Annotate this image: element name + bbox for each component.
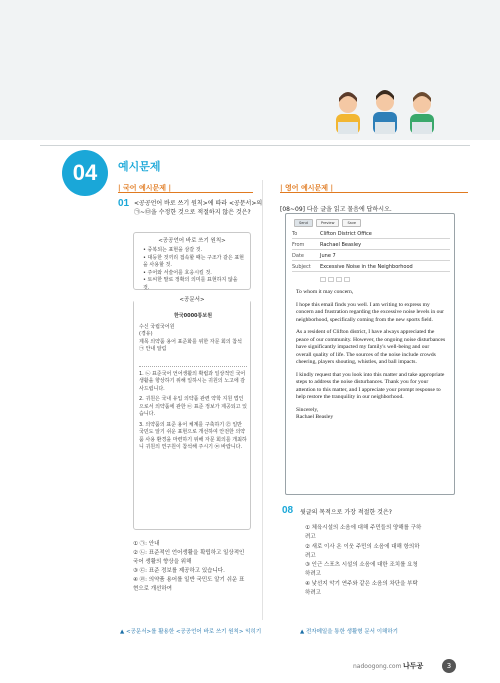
email-to-field[interactable]	[292, 230, 450, 239]
field-label: Date	[292, 253, 304, 259]
english-instruction: [08~09] 다음 글을 읽고 물음에 답하시오.	[280, 206, 392, 213]
choice-item-cont: 하려고	[305, 571, 321, 578]
document-line: (경유)	[139, 331, 153, 337]
email-paragraph: I kindly request that you look into this matter and take appropriate steps to address the noise disturbances. Thank you for your attention to this matter, and I appreciate your prompt response to help restore the tranquility in our neighborhood.	[296, 371, 445, 400]
english-section-label: | 영어 예시문제 |	[280, 184, 333, 192]
field-value: Rachael Beasley	[320, 242, 362, 248]
document-line: ㉠ 안내 알림	[139, 346, 167, 352]
rule-item: • 대등한 것끼리 접속할 때는 구조가 같은 표현	[143, 254, 245, 261]
choice-item[interactable]: ③ 인근 스포츠 시설의 소음에 대한 조치를 요청	[305, 562, 418, 569]
send-button[interactable]: Send	[294, 219, 313, 227]
question-08-number: 08	[282, 505, 294, 516]
field-label: Subject	[292, 264, 311, 270]
choice-item-cont: 국어 생활의 향상을 위해	[133, 559, 192, 565]
choice-item[interactable]: ① ㉠: 안내	[133, 541, 160, 547]
email-format-toolbar	[320, 277, 370, 282]
format-button[interactable]	[328, 277, 334, 282]
format-button[interactable]	[336, 277, 342, 282]
email-window	[285, 213, 455, 495]
question-01-text-line-1: <공공언어 바로 쓰기 원칙>에 따라 <공문서>의	[134, 200, 263, 207]
save-button[interactable]: Save	[342, 219, 361, 227]
document-paragraph: 2. 귀원은 국내 유입 의약품 관련 약학 지원 법인으로서 의약품에 관한 ㉢ 표준 정보가 제공되고 있습니다.	[139, 396, 247, 417]
format-button[interactable]	[344, 277, 350, 282]
brand-logo: 나두공	[403, 662, 424, 670]
document-content	[139, 366, 247, 452]
email-body[interactable]	[296, 289, 446, 427]
rule-item: • 주어와 서술어를 호응시킬 것.	[143, 269, 212, 276]
email-from-field[interactable]	[292, 241, 450, 250]
question-01-text-line-2: ㉠~㉤을 수정한 것으로 적절하지 않은 것은?	[134, 209, 251, 216]
email-subject-field[interactable]	[292, 263, 450, 272]
site-url[interactable]: nadoogong.com	[353, 663, 402, 670]
document-line: 제목 의약품 용어 표준화를 위한 자문 회의 참석	[139, 338, 242, 345]
people-illustration	[330, 82, 440, 138]
choice-item[interactable]: ④ ㉣: 의약품 용어를 일반 국민도 알기 쉬운 표	[133, 577, 245, 583]
person-3-icon	[410, 92, 434, 134]
choice-item[interactable]: ③ ㉢: 표준 정보를 제공하고 있습니다.	[133, 568, 225, 574]
document-org: 한국0000통보원	[173, 313, 213, 319]
header-rule	[40, 145, 470, 146]
field-label: From	[292, 242, 305, 248]
email-greeting: To whom it may concern,	[296, 289, 354, 295]
question-01-choices	[133, 540, 253, 594]
question-01-number: 01	[118, 198, 130, 209]
column-divider	[262, 180, 263, 620]
english-foot-note: ▲ 전자메일을 통한 생활형 문서 이해하기	[300, 629, 398, 635]
email-tabs	[294, 219, 361, 227]
choice-item-cont: 하려고	[305, 590, 321, 597]
choice-item[interactable]: ④ 낯선지 악기 연주와 같은 소음의 차단을 부탁	[305, 580, 418, 587]
preview-button[interactable]: Preview	[316, 219, 340, 227]
person-2-icon	[373, 90, 397, 134]
choice-item[interactable]: ① 체육시설의 소음에 대해 주민들의 양해를 구하	[305, 525, 422, 531]
document-paragraph: 1. ㉡ 표준국어 언어생활의 확립과 일상적인 국어 생활을 향상하기 위해 일하시는 귀원의 노고에 감사드립니다.	[139, 370, 246, 392]
question-08-text: 윗글의 목적으로 가장 적절한 것은?	[300, 509, 392, 516]
document-paragraph: 3. 의약품의 표준 용어 체계를 구축하기 ㉣ 일반 국민도 알기 쉬운 표현으로 개선하여 안전한 의약품 사용 환경을 마련하기 위해 자문 회의를 개최하니 귀원의 연구원이 참석해 주시기 ㉤ 바랍니다.	[139, 421, 247, 450]
email-date-field[interactable]	[292, 252, 450, 261]
korean-foot-note: ▲ <공문서>를 활용한 <공공언어 바로 쓰기 원칙> 익히기	[120, 629, 262, 635]
korean-section-rule	[118, 192, 253, 193]
field-value: Excessive Noise in the Neighborhood	[320, 264, 413, 270]
question-08-choices	[305, 524, 465, 598]
rules-box	[133, 232, 251, 290]
email-signature: Sincerely, Rachael Beasley	[296, 406, 334, 420]
rules-box-title: <공공언어 바로 쓰기 원칙>	[158, 238, 226, 244]
rule-item: • 토씨한 말로 정확의 의미를 표현하지 않을 것.	[143, 277, 238, 291]
unit-number-badge: 04	[62, 150, 108, 196]
email-paragraph: I hope this email finds you well. I am writing to express my concern and frustration regarding the excessive noise levels in our neighborhood, specifically coming from the new sports field.	[296, 301, 445, 323]
field-label: To	[292, 231, 298, 237]
rule-item: 을 사용할 것.	[143, 262, 172, 268]
email-paragraph: As a resident of Clifton district, I have always appreciated the peace of our community. However, the ongoing noise disturbances have significantly impacted my family's well-being and our overall quality of life. The sources of the noise include crowds cheering, players shouting, whistles, and ball impacts.	[296, 329, 446, 365]
choice-item-cont: 려고	[305, 534, 316, 541]
rule-item: • 중복되는 표현을 삼갈 것.	[143, 247, 203, 253]
korean-section-label: | 국어 예시문제 |	[118, 184, 171, 192]
choice-item-cont: 현으로 개선하여	[133, 586, 172, 592]
document-title: <공문서>	[134, 295, 250, 303]
person-1-icon	[336, 92, 360, 134]
english-section-rule	[280, 192, 468, 193]
unit-title: 예시문제	[118, 160, 161, 173]
field-value: Clifton District Office	[320, 231, 372, 237]
document-line: 수신 국립국어원	[139, 323, 175, 330]
choice-item[interactable]: ② 새로 이사 온 이웃 주민의 소음에 대해 항의하	[305, 543, 420, 550]
format-button[interactable]	[320, 277, 326, 282]
page-number: 3	[442, 659, 456, 673]
choice-item[interactable]: ② ㉡: 표준적인 언어생활을 확립하고 일상적인	[133, 550, 245, 556]
choice-item-cont: 려고	[305, 552, 316, 559]
official-document-box	[133, 297, 251, 530]
field-value: June 7	[320, 253, 336, 259]
